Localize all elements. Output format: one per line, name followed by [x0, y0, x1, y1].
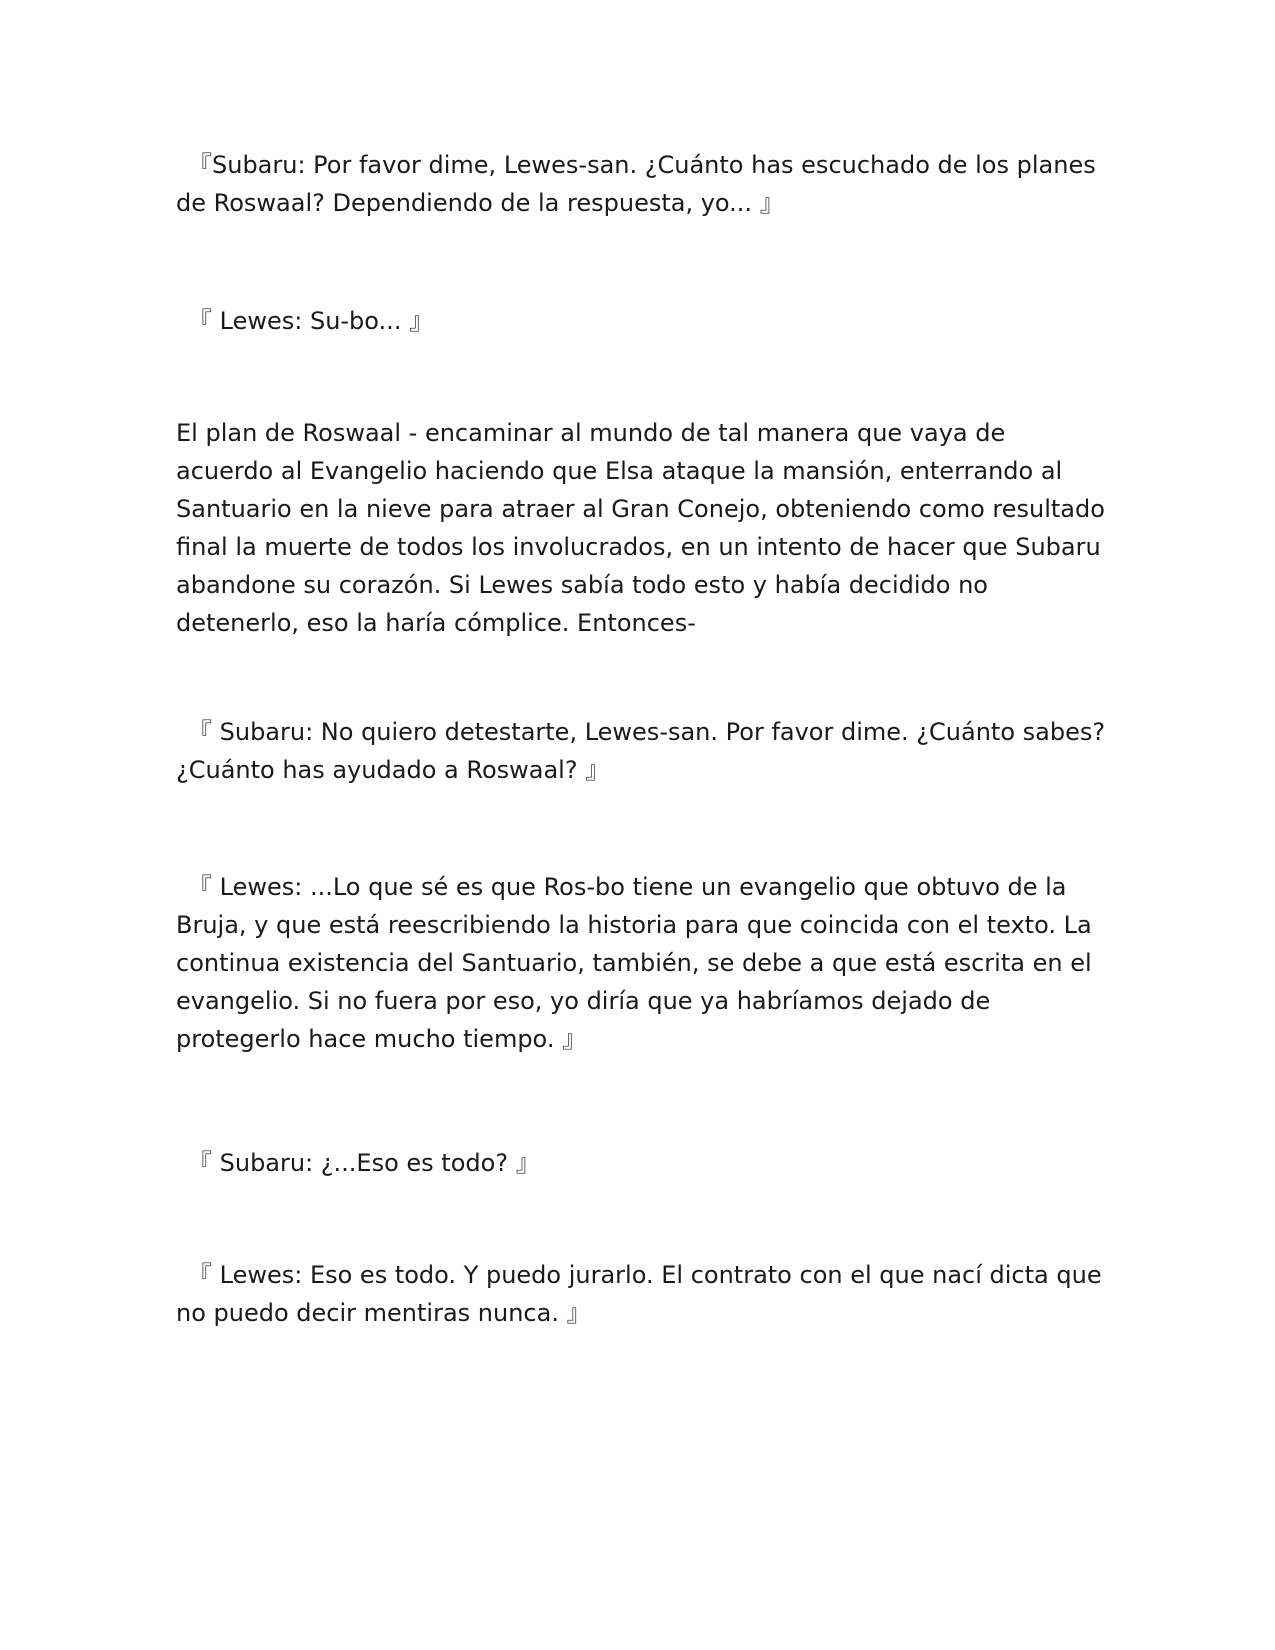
- dialogue-subaru-question: 『Subaru: Por favor dime, Lewes-san. ¿Cuánto has escuchado de los planes de Roswaal? Dependiendo de la respuesta, yo... 』: [176, 151, 1096, 217]
- dialogue-subaru-is-that-all: 『 Subaru: ¿...Eso es todo? 』: [188, 1149, 540, 1177]
- dialogue-lewes-subo: 『 Lewes: Su-bo... 』: [188, 307, 434, 335]
- dialogue-subaru-plea: 『 Subaru: No quiero detestarte, Lewes-san. Por favor dime. ¿Cuánto sabes? ¿Cuánto has ayudado a Roswaal? 』: [176, 718, 1106, 784]
- dialogue-lewes-oath: 『 Lewes: Eso es todo. Y puedo jurarlo. El contrato con el que nací dicta que no puedo decir mentiras nunca. 』: [176, 1261, 1102, 1327]
- dialogue-lewes-gospel: 『 Lewes: ...Lo que sé es que Ros-bo tiene un evangelio que obtuvo de la Bruja, y que está reescribiendo la historia para que coincida con el texto. La continua existencia del Santuario, también, se debe a que está escrita en el evangelio. Si no fuera por eso, yo diría que ya habríamos dejado de protegerlo hace mucho tiempo. 』: [176, 873, 1092, 1053]
- narration-roswaal-plan: El plan de Roswaal - encaminar al mundo de tal manera que vaya de acuerdo al Evangelio haciendo que Elsa ataque la mansión, enterrando al Santuario en la nieve para atraer al Gran Conejo, obteniendo como resultado final la muerte de todos los involucrados, en un intento de hacer que Subaru abandone su corazón. Si Lewes sabía todo esto y había decidido no detenerlo, eso la haría cómplice. Entonces-: [176, 419, 1105, 637]
